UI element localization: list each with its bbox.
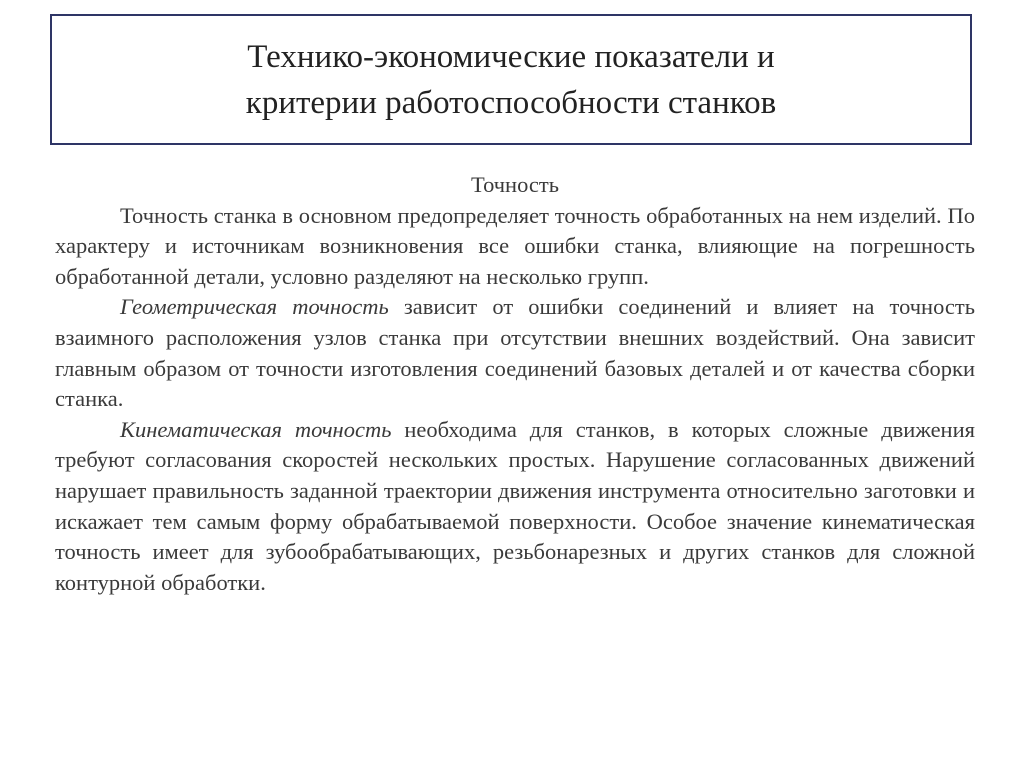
title-box [50,14,972,145]
body-text [55,170,975,598]
section-heading: Точность [471,172,559,197]
paragraph-geometric-accuracy-text: зависит от ошибки соединений и влияет на точность взаимного расположения узлов станка при отсутствии внешних воздействий. Она зависит главным образом от точности изготовления соединений базовых деталей и от качества сборки станка. [55,294,975,412]
slide-title-line-2: критерии работоспособности станков [245,84,777,121]
term-geometric-accuracy: Геометрическая точность [120,294,389,320]
slide-title-line-1: Технико-экономические показатели и [247,38,775,75]
term-kinematic-accuracy: Кинематическая точность [120,416,392,442]
paragraph-kinematic-accuracy [55,415,975,599]
paragraph-geometric-accuracy [55,292,975,414]
paragraph-intro-text: Точность станка в основном предопределяет точность обработанных на нем изделий. По характеру и источникам возникновения все ошибки станка, влияющие на погрешность обработанной детали, условно разделяют на несколько групп. [55,202,975,289]
paragraph-kinematic-accuracy-text: необходима для станков, в которых сложные движения требуют согласования скоростей нескольких простых. Нарушение согласованных движений нарушает правильность заданной траектории движения инструмента относительно заготовки и искажает тем самым форму обрабатываемой поверхности. Особое значение кинематическая точность имеет для зубообрабатывающих, резьбонарезных и других станков для сложной контурной обработки. [55,416,975,595]
paragraph-intro [55,201,975,293]
